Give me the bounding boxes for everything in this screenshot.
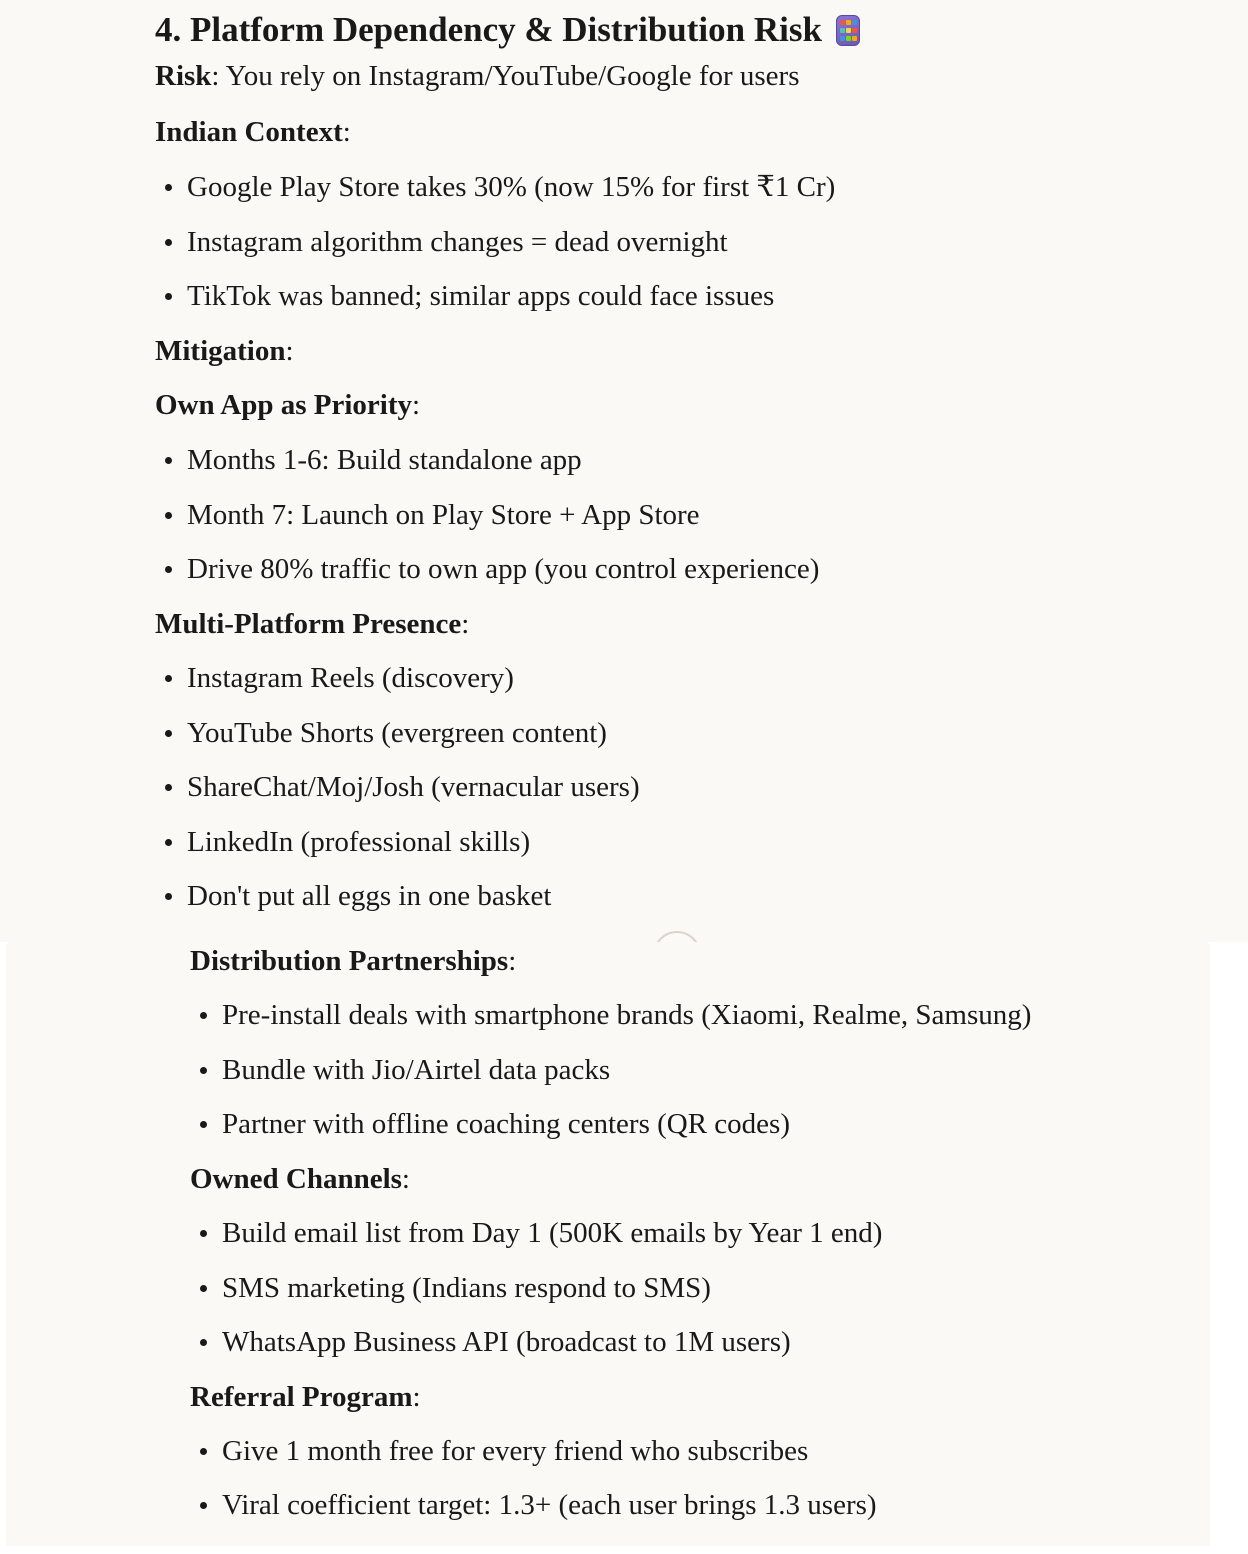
list-item-text: Month 7: Launch on Play Store + App Store (187, 499, 700, 531)
bullet-dot (165, 675, 172, 682)
list-item-text: TikTok was banned; similar apps could face issues (187, 280, 775, 312)
bullet-dot (165, 512, 172, 519)
bullet-dot (200, 1285, 207, 1292)
list-item (190, 1488, 877, 1522)
list-item (190, 1271, 711, 1305)
bullet-dot (165, 566, 172, 573)
distribution-partnerships-label (190, 944, 516, 978)
list-item-text: Viral coefficient target: 1.3+ (each user brings 1.3 users) (222, 1489, 877, 1521)
section-heading (155, 9, 860, 51)
bullet-dot (200, 1230, 207, 1237)
list-item (190, 1107, 790, 1141)
bullet-dot (165, 457, 172, 464)
bullet-dot (165, 730, 172, 737)
bullet-dot (165, 239, 172, 246)
list-item-text: Instagram Reels (discovery) (187, 662, 514, 694)
bullet-dot (165, 839, 172, 846)
list-item-text: Don't put all eggs in one basket (187, 880, 552, 912)
mobile-phone-emoji-icon (836, 15, 860, 46)
label-text: Multi-Platform Presence (155, 608, 462, 640)
list-item (155, 279, 774, 313)
label-text: Indian Context (155, 116, 343, 148)
list-item-text: ShareChat/Moj/Josh (vernacular users) (187, 771, 640, 803)
list-item-text: YouTube Shorts (evergreen content) (187, 717, 607, 749)
label-text: Referral Program (190, 1381, 413, 1413)
section-heading-text: 4. Platform Dependency & Distribution Risk (155, 10, 822, 49)
colon: : (461, 608, 470, 640)
list-item (190, 1216, 882, 1250)
list-item (155, 552, 819, 586)
bullet-dot (200, 1121, 207, 1128)
list-item (190, 1053, 610, 1087)
label-text: Own App as Priority (155, 389, 412, 421)
list-item-text: Bundle with Jio/Airtel data packs (222, 1054, 611, 1086)
list-item (155, 879, 551, 913)
bullet-dot (200, 1339, 207, 1346)
list-item-text: Months 1-6: Build standalone app (187, 444, 582, 476)
multi-platform-label (155, 607, 469, 641)
bullet-dot (200, 1012, 207, 1019)
colon: : (508, 945, 517, 977)
owned-channels-label (190, 1162, 410, 1196)
list-item-text: Give 1 month free for every friend who subscribes (222, 1435, 809, 1467)
bullet-dot (200, 1448, 207, 1455)
list-item-text: Google Play Store takes 30% (now 15% for first ₹1 Cr) (187, 171, 836, 203)
list-item (155, 716, 607, 750)
list-item-text: Pre-install deals with smartphone brands (Xiaomi, Realme, Samsung) (222, 999, 1032, 1031)
list-item-text: LinkedIn (professional skills) (187, 826, 531, 858)
bullet-dot (200, 1067, 207, 1074)
bullet-dot (200, 1502, 207, 1509)
colon: : (401, 1163, 410, 1195)
list-item-text: Drive 80% traffic to own app (you control experience) (187, 553, 820, 585)
bullet-dot (165, 784, 172, 791)
colon: : (412, 389, 421, 421)
colon: : (285, 335, 294, 367)
bullet-dot (165, 293, 172, 300)
list-item (155, 498, 700, 532)
label-text: Owned Channels (190, 1163, 402, 1195)
list-item (190, 998, 1031, 1032)
list-item (190, 1434, 808, 1468)
indian-context-label (155, 115, 351, 149)
colon: : (342, 116, 351, 148)
colon: : (412, 1381, 421, 1413)
list-item (155, 661, 514, 695)
label-text: Distribution Partnerships (190, 945, 509, 977)
bullet-dot (165, 184, 172, 191)
list-item-text: SMS marketing (Indians respond to SMS) (222, 1272, 711, 1304)
risk-paragraph (155, 59, 800, 93)
list-item (155, 770, 640, 804)
referral-program-label (190, 1380, 421, 1414)
list-item-text: Instagram algorithm changes = dead overnight (187, 226, 728, 258)
label-text: Mitigation (155, 335, 286, 367)
list-item (190, 1325, 791, 1359)
list-item (155, 225, 728, 259)
bullet-dot (165, 893, 172, 900)
list-item (155, 825, 530, 859)
list-item (155, 443, 582, 477)
risk-text: : You rely on Instagram/YouTube/Google for users (211, 60, 800, 92)
list-item-text: WhatsApp Business API (broadcast to 1M users) (222, 1326, 791, 1358)
list-item (155, 170, 835, 204)
own-app-label (155, 388, 420, 422)
list-item-text: Partner with offline coaching centers (QR codes) (222, 1108, 790, 1140)
risk-label: Risk (155, 60, 212, 92)
list-item-text: Build email list from Day 1 (500K emails by Year 1 end) (222, 1217, 883, 1249)
mitigation-label (155, 334, 294, 368)
